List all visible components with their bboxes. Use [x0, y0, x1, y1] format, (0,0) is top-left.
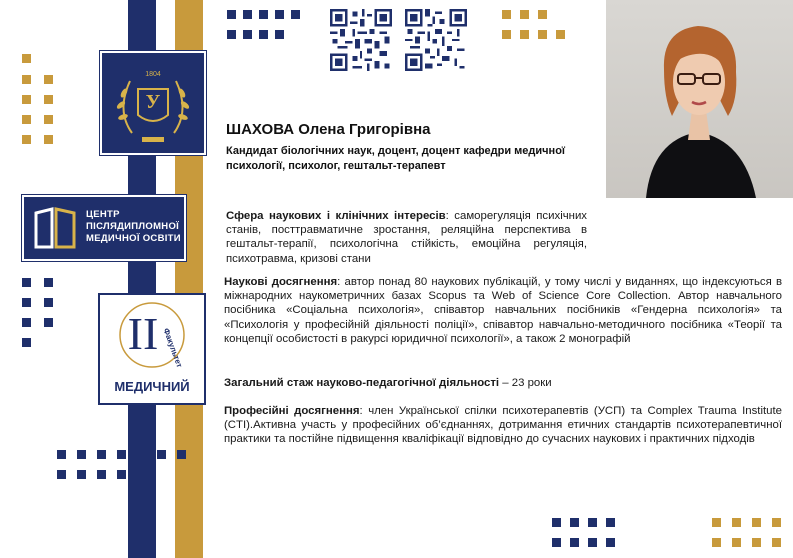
- university-logo: [100, 51, 206, 155]
- achievements-text: : автор понад 80 наукових публікацій, у тому числі у виданнях, що індексуються в міжнародних наукометричних базах Scopus та Web of Science Core Collection. Автор навчального посібника «Соціальна психологія», співавтор навчальних посібників «Гендерна психологія» та «Психологія у професійній діяльності поліції», співавтор навчально-методичного посібника «Теорії та концепції особистості в ракурсі юридичної психології», а також 2 монографій: [224, 276, 782, 345]
- professional-text: : член Української спілки психотерапевтів (УСП) та Complex Trauma Institute (CTI).Активна участь у професійних об’єднаннях, дотримання етичних стандартів психотерапевтичної практики та постійне підвищення кваліфікації відповідно до сучасних наукових і практичних підходів: [224, 405, 782, 446]
- center-name-line1: ЦЕНТР: [86, 209, 120, 220]
- qr-code-icon[interactable]: [330, 9, 392, 71]
- open-book-icon: [32, 205, 78, 251]
- person-title: Кандидат біологічних наук, доцент, доцент кафедри медичної психології, психолог, гештальт-терапевт: [226, 145, 566, 172]
- achievements-paragraph: [224, 275, 782, 346]
- center-name-line2: ПІСЛЯДИПЛОМНОЇ: [86, 221, 180, 232]
- faculty-name: МЕДИЧНИЙ: [114, 379, 190, 394]
- faculty-logo: [98, 293, 206, 405]
- experience-paragraph: [224, 376, 782, 390]
- center-logo: [22, 195, 186, 261]
- experience-text: – 23 роки: [499, 377, 552, 389]
- faculty-numeral: II: [127, 308, 159, 359]
- professional-label: Професійні досягнення: [224, 405, 360, 417]
- faculty-arc-label: Факультет: [161, 327, 185, 369]
- interests-paragraph: [226, 209, 587, 266]
- portrait-photo: [606, 0, 793, 198]
- university-year: 1804: [145, 71, 161, 78]
- interests-text: : саморегуляція психічних станів, посттравматичне зростання, реляційна перспектива в гештальт-терапії, психологічна стійкість, емоційна регуляція, психотравма, кризові стани: [226, 210, 588, 265]
- center-name-line3: МЕДИЧНОЇ ОСВІТИ: [86, 233, 181, 244]
- qr-code-icon[interactable]: [405, 9, 467, 71]
- university-letter: У: [145, 91, 161, 113]
- interests-label: Сфера наукових і клінічних інтересів: [226, 210, 446, 222]
- person-name: ШАХОВА Олена Григорівна: [226, 121, 431, 138]
- achievements-label: Наукові досягнення: [224, 276, 338, 288]
- professional-paragraph: [224, 404, 782, 447]
- experience-label: Загальний стаж науково-педагогічної діяльності: [224, 377, 500, 389]
